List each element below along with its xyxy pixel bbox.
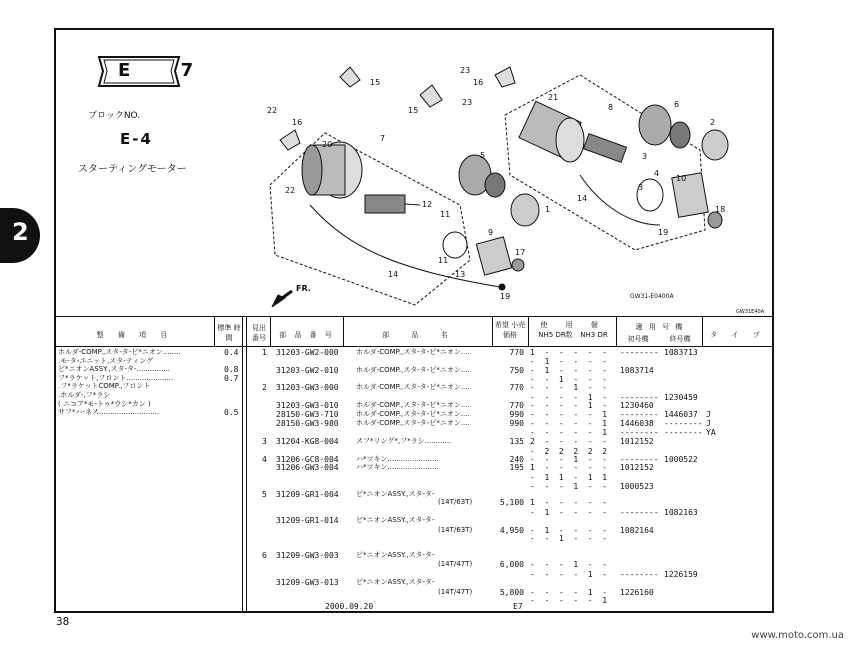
part-name: ホルダ-COMP.,スタ-タ-ピ*ニオン.... xyxy=(356,410,470,418)
table-top-border xyxy=(55,316,773,317)
part-price: 750 xyxy=(509,366,524,375)
svg-text:11: 11 xyxy=(438,256,449,265)
part-index: 3 xyxy=(262,437,267,446)
part-name: (14T/47T) xyxy=(438,588,473,596)
part-name: ピ*ニオンASSY.,スタ-タ- xyxy=(356,551,435,559)
part-qty: - - - - 1 - xyxy=(530,588,608,597)
maint-item-time: 0.4 xyxy=(224,348,239,357)
watermark: www.moto.com.ua xyxy=(751,630,844,641)
part-qty: - - - 1 - - xyxy=(530,455,608,464)
figure-code: E 7 xyxy=(118,60,216,81)
part-price: 5,800 xyxy=(499,588,524,597)
part-price: 5,100 xyxy=(499,498,524,507)
table-col-line xyxy=(343,316,344,346)
part-price: 770 xyxy=(509,383,524,392)
part-qty: 1 - - - - - xyxy=(530,348,608,357)
part-qty: - - - 1 - - xyxy=(530,383,608,392)
header-applicable: 適 用 号 機 xyxy=(635,323,685,331)
header-price: 希望 小売 価格 xyxy=(494,321,526,339)
footer-date: 2000.09.20 xyxy=(325,602,374,611)
part-qty: 1 - - - - - xyxy=(530,498,608,507)
block-name: スターティングモーター xyxy=(78,164,187,175)
svg-text:20: 20 xyxy=(322,140,333,149)
svg-text:8: 8 xyxy=(608,103,614,112)
part-last-serial: 1226159 xyxy=(664,570,698,579)
header-first-no: 初号機 xyxy=(627,335,649,343)
svg-text:5: 5 xyxy=(480,151,486,160)
part-qty: - - - 1 - - xyxy=(530,482,608,491)
part-index: 4 xyxy=(262,455,267,464)
part-first-serial: -------- xyxy=(620,348,659,357)
header-part-name: 部 品 名 xyxy=(382,331,458,339)
svg-text:22: 22 xyxy=(267,106,278,115)
maint-item-time: 0.8 xyxy=(224,365,239,375)
svg-text:23: 23 xyxy=(462,98,473,107)
part-number: 31203-GW2-010 xyxy=(276,366,339,375)
header-part-no: 部 品 番 号 xyxy=(279,331,335,339)
part-qty: - - - 1 - - xyxy=(530,560,608,569)
table-divider xyxy=(242,316,243,612)
part-first-serial: -------- xyxy=(620,508,659,517)
maint-item-name: ピ*ニオンASSY.,スタ-タ-............... xyxy=(58,365,170,374)
section-number: 2 xyxy=(12,218,29,246)
maint-item-name: ( ニコア*モ-トゥ*ウシ*カン ) xyxy=(58,399,151,408)
part-name: ホルダ-COMP.,スタ-タ-ピ*ニオン.... xyxy=(356,419,470,427)
maint-item-time: 0.5 xyxy=(224,408,239,418)
maint-item-name: フ*ラケット,フロント..................... xyxy=(58,373,174,382)
maint-item-name: ホルダ-COMP.,スタ-タ-ピ*ニオン........ xyxy=(58,348,181,356)
part-name: (14T/47T) xyxy=(438,560,473,568)
page-number: 38 xyxy=(56,615,70,628)
part-first-serial: -------- xyxy=(620,393,659,402)
footer-ref: E7 xyxy=(513,602,523,611)
part-number: 31203-GW3-010 xyxy=(276,401,339,410)
part-index: 1 xyxy=(262,348,267,357)
maint-item-name: サフ*ハ-ネス........................... xyxy=(58,408,160,417)
svg-text:14: 14 xyxy=(577,194,588,203)
svg-text:18: 18 xyxy=(715,205,726,214)
part-name: ハ*ツキン....................... xyxy=(356,463,439,471)
part-qty: - - 1 - - - xyxy=(530,534,608,543)
part-price: 990 xyxy=(509,419,524,428)
part-qty: - 1 - - - - xyxy=(530,508,608,517)
maint-item-time: 0.7 xyxy=(224,373,239,383)
part-number: 31209-GW3-013 xyxy=(276,578,339,587)
part-price: 195 xyxy=(509,463,524,472)
part-name: ピ*ニオンASSY.,スタ-タ- xyxy=(356,490,435,498)
part-qty: - - - - - 1 xyxy=(530,596,608,605)
part-first-serial: 1082164 xyxy=(620,526,654,535)
part-last-serial: 1446037 xyxy=(664,410,698,419)
header-use-qty: 使 用 個 数 xyxy=(540,321,606,339)
part-name: ピ*ニオンASSY.,スタ-タ- xyxy=(356,578,435,586)
part-first-serial: -------- xyxy=(620,428,659,437)
svg-text:FR.: FR. xyxy=(296,284,311,293)
table-col-line xyxy=(702,316,703,346)
block-label: ブロックNO. xyxy=(88,111,141,121)
part-number: 31206-GW3-004 xyxy=(276,463,339,472)
svg-text:6: 6 xyxy=(674,100,680,109)
svg-text:13: 13 xyxy=(455,270,466,279)
part-first-serial: 1000523 xyxy=(620,482,654,491)
part-price: 770 xyxy=(509,348,524,357)
part-last-serial: -------- xyxy=(664,428,703,437)
part-qty: - 2 2 2 2 2 xyxy=(530,447,608,456)
part-type: J xyxy=(706,419,711,428)
part-first-serial: 1012152 xyxy=(620,437,654,446)
part-qty: - 1 1 - 1 1 xyxy=(530,473,608,482)
svg-text:11: 11 xyxy=(440,210,451,219)
header-std-time: 標準 時間 xyxy=(217,324,241,342)
part-first-serial: -------- xyxy=(620,410,659,419)
svg-text:9: 9 xyxy=(488,228,494,237)
part-qty: - - - - 1 - xyxy=(530,570,608,579)
part-name: (14T/63T) xyxy=(438,498,473,506)
svg-text:17: 17 xyxy=(515,248,526,257)
table-col-line xyxy=(214,316,215,346)
part-name: ホルダ-COMP.,スタ-タ-ピ*ニオン.... xyxy=(356,366,470,374)
part-qty: - - - - - 1 xyxy=(530,410,608,419)
table-col-line xyxy=(270,316,271,346)
part-last-serial: -------- xyxy=(664,419,703,428)
header-model-a: NH5 DR xyxy=(538,331,566,339)
maint-item-name: .ホルダ-,フ*ラシ xyxy=(58,391,111,399)
part-first-serial: 1226160 xyxy=(620,588,654,597)
part-index: 2 xyxy=(262,383,267,392)
svg-text:GW31-E0400A: GW31-E0400A xyxy=(630,293,674,300)
part-price: 4,950 xyxy=(499,526,524,535)
svg-text:12: 12 xyxy=(422,200,433,209)
part-name: ホルダ-COMP.,スタ-タ-ピ*ニオン.... xyxy=(356,401,470,409)
svg-text:16: 16 xyxy=(292,118,303,127)
part-price: 6,000 xyxy=(499,560,524,569)
part-number: 31204-KG8-004 xyxy=(276,437,339,446)
part-qty: - - - - 1 - xyxy=(530,393,608,402)
svg-text:19: 19 xyxy=(500,292,511,301)
part-first-serial: 1083714 xyxy=(620,366,654,375)
header-type: タ イ プ xyxy=(710,331,766,339)
part-name: ホルダ-COMP.,スタ-タ-ピ*ニオン.... xyxy=(356,348,470,356)
part-number: 28150-GW3-710 xyxy=(276,410,339,419)
part-number: 31209-GR1-004 xyxy=(276,490,339,499)
part-name: ハ*ツキン....................... xyxy=(356,455,439,463)
maint-item-name: .モ-タ-ユニット,スタ-ティング xyxy=(58,356,154,365)
table-header-border xyxy=(55,346,773,347)
block-number: E-4 xyxy=(120,130,153,148)
svg-text:4: 4 xyxy=(654,169,660,178)
table-divider-2 xyxy=(246,316,247,612)
part-price: 135 xyxy=(509,437,524,446)
table-col-line xyxy=(528,316,529,346)
table-col-line xyxy=(616,316,617,346)
part-name: ピ*ニオンASSY.,スタ-タ- xyxy=(356,516,435,524)
maint-item-name: .フ*ラケットCOMP.,フロント xyxy=(58,382,151,391)
part-price: 240 xyxy=(509,455,524,464)
table-col-line xyxy=(492,316,493,346)
part-number: 31203-GW2-000 xyxy=(276,348,339,357)
part-number: 28150-GW3-980 xyxy=(276,419,339,428)
part-number: 31209-GW3-003 xyxy=(276,551,339,560)
svg-text:16: 16 xyxy=(473,78,484,87)
svg-text:1: 1 xyxy=(545,205,551,214)
part-qty: - 1 - - - - xyxy=(530,357,608,366)
header-maint: 整 備 項 目 xyxy=(96,331,174,339)
header-index: 見出 番号 xyxy=(252,324,266,342)
part-qty: - - - - - 1 xyxy=(530,419,608,428)
svg-text:15: 15 xyxy=(370,78,381,87)
exploded-parts-diagram xyxy=(250,55,770,315)
part-last-serial: 1000522 xyxy=(664,455,698,464)
svg-text:22: 22 xyxy=(285,186,296,195)
svg-text:23: 23 xyxy=(460,66,471,75)
svg-text:19: 19 xyxy=(658,228,669,237)
part-qty: - - - - - 1 xyxy=(530,428,608,437)
part-price: 770 xyxy=(509,401,524,410)
header-model-b: NH3 DR xyxy=(580,331,608,339)
svg-text:10: 10 xyxy=(676,174,687,183)
part-last-serial: 1230459 xyxy=(664,393,698,402)
part-type: J xyxy=(706,410,711,419)
part-first-serial: 1446038 xyxy=(620,419,654,428)
part-number: 31203-GW3-000 xyxy=(276,383,339,392)
part-last-serial: 1082163 xyxy=(664,508,698,517)
part-first-serial: -------- xyxy=(620,455,659,464)
svg-text:3: 3 xyxy=(642,152,648,161)
part-qty: - 1 - - - - xyxy=(530,366,608,375)
part-type: YA xyxy=(706,428,716,437)
svg-text:GW31E40A: GW31E40A xyxy=(736,309,765,315)
svg-text:15: 15 xyxy=(408,106,419,115)
part-index: 5 xyxy=(262,490,267,499)
part-last-serial: 1083713 xyxy=(664,348,698,357)
part-first-serial: -------- xyxy=(620,570,659,579)
part-index: 6 xyxy=(262,551,267,560)
part-price: 990 xyxy=(509,410,524,419)
part-name: (14T/63T) xyxy=(438,526,473,534)
part-qty: 2 - - - - - xyxy=(530,437,608,446)
part-qty: - - - - 1 - xyxy=(530,401,608,410)
part-qty: - - 1 - - - xyxy=(530,375,608,384)
svg-text:7: 7 xyxy=(380,134,386,143)
header-last-no: 終号機 xyxy=(669,335,691,343)
part-qty: 1 - - - - - xyxy=(530,463,608,472)
part-number: 31206-GC8-004 xyxy=(276,455,339,464)
part-first-serial: 1230460 xyxy=(620,401,654,410)
svg-text:3: 3 xyxy=(638,183,644,192)
svg-text:2: 2 xyxy=(710,118,716,127)
part-qty: - 1 - - - - xyxy=(530,526,608,535)
part-number: 31209-GR1-014 xyxy=(276,516,339,525)
part-first-serial: 1012152 xyxy=(620,463,654,472)
part-name: スフ*リング*,フ*ラシ............ xyxy=(356,437,452,445)
svg-text:14: 14 xyxy=(388,270,399,279)
part-name: ホルダ-COMP.,スタ-タ-ピ*ニオン.... xyxy=(356,383,470,391)
svg-text:21: 21 xyxy=(548,93,559,102)
